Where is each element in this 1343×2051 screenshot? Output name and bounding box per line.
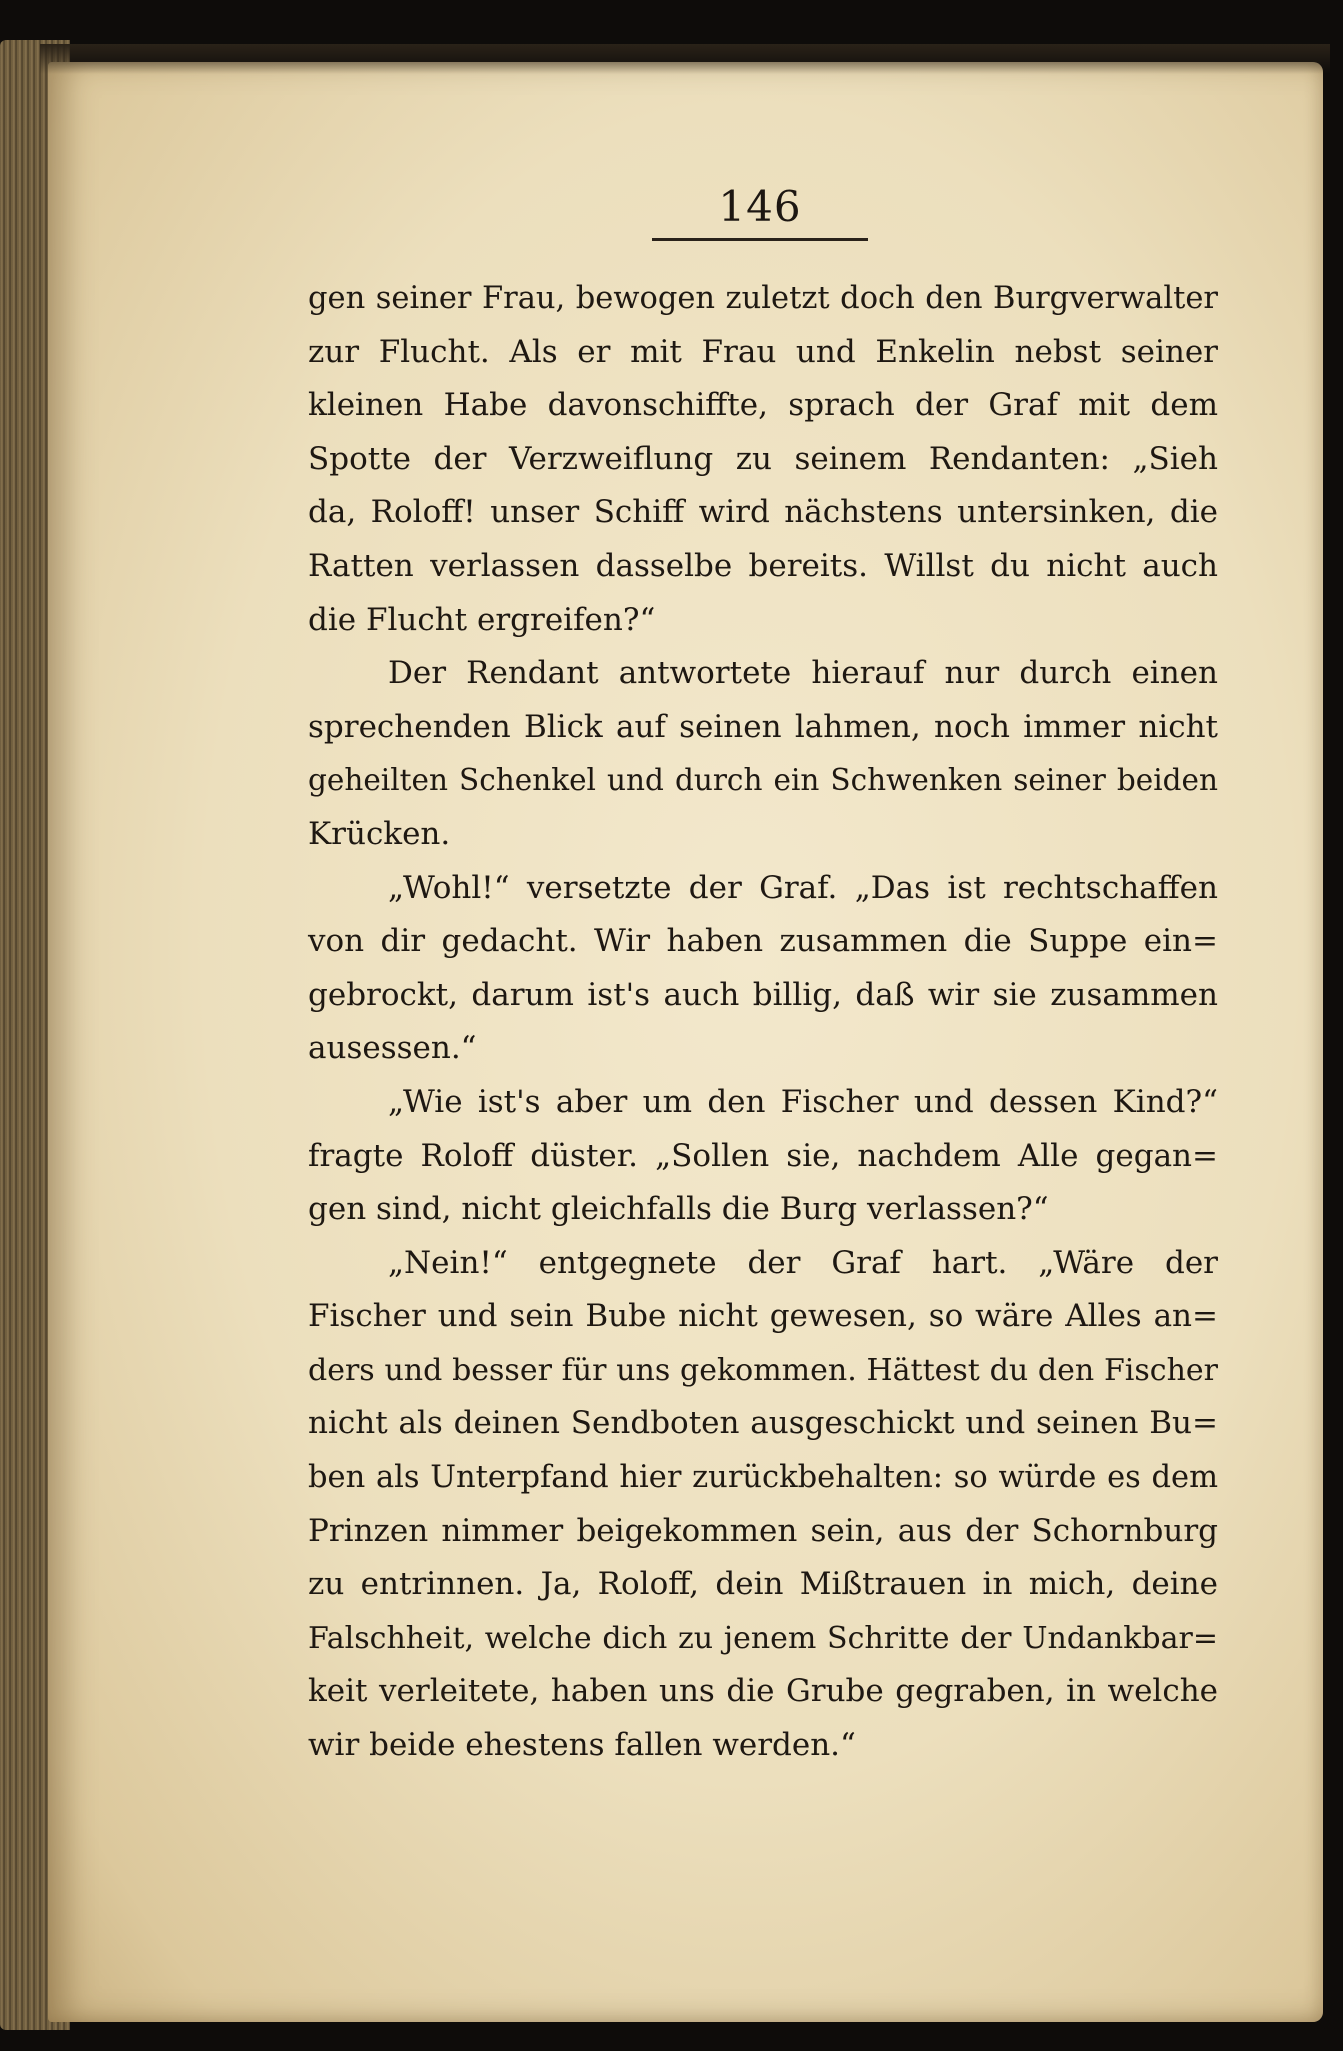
text-line: nicht als deinen Sendboten ausgeschickt und seinen Bu= bbox=[308, 1405, 1218, 1442]
text-line: „Nein!“ entgegnete der Graf hart. „Wäre der bbox=[388, 1244, 1218, 1281]
text-line: Prinzen nimmer beigekommen sein, aus der Schornburg bbox=[308, 1512, 1218, 1549]
text-line: gebrockt, darum ist's auch billig, daß wir sie zusammen bbox=[308, 976, 1218, 1013]
text-line: Fischer und sein Bube nicht gewesen, so wäre Alles an= bbox=[308, 1298, 1218, 1335]
text-line: ben als Unterpfand hier zurückbehalten: so würde es dem bbox=[308, 1460, 1218, 1496]
text-line: „Wie ist's aber um den Fischer und dessen Kind?“ bbox=[388, 1083, 1218, 1120]
text-line: zur Flucht. Als er mit Frau und Enkelin nebst seiner bbox=[308, 333, 1218, 370]
text-line: geheilten Schenkel und durch ein Schwenken seiner beiden bbox=[308, 763, 1218, 798]
text-line: die Flucht ergreifen?“ bbox=[308, 601, 656, 638]
text-line: sprechenden Blick auf seinen lahmen, noch immer nicht bbox=[308, 708, 1218, 745]
text-line: Krücken. bbox=[308, 815, 451, 852]
text-line: „Wohl!“ versetzte der Graf. „Das ist rechtschaffen bbox=[388, 869, 1218, 906]
text-line: gen sind, nicht gleichfalls die Burg verlassen?“ bbox=[308, 1191, 1049, 1228]
text-line: von dir gedacht. Wir haben zusammen die Suppe ein= bbox=[308, 923, 1218, 960]
page-number: 146 bbox=[718, 182, 802, 231]
text-line: fragte Roloff düster. „Sollen sie, nachdem Alle gegan= bbox=[308, 1137, 1218, 1174]
binding-shadow bbox=[40, 44, 1330, 74]
text-line: zu entrinnen. Ja, Roloff, dein Mißtrauen in mich, deine bbox=[308, 1566, 1218, 1603]
text-line: wir beide ehestens fallen werden.“ bbox=[308, 1727, 856, 1764]
body-text bbox=[308, 272, 1218, 1773]
text-line: kleinen Habe davonschiffte, sprach der Graf mit dem bbox=[308, 387, 1218, 424]
text-line: gen seiner Frau, bewogen zuletzt doch den Burgverwalter bbox=[308, 281, 1218, 316]
text-line: da, Roloff! unser Schiff wird nächstens untersinken, die bbox=[308, 494, 1218, 531]
text-line: Ratten verlassen dasselbe bereits. Willst du nicht auch bbox=[308, 547, 1218, 584]
text-line: ders und besser für uns gekommen. Hättest du den Fischer bbox=[308, 1352, 1218, 1388]
text-line: Falschheit, welche dich zu jenem Schritte der Undankbar= bbox=[308, 1620, 1218, 1656]
text-line: keit verleitete, haben uns die Grube gegraben, in welche bbox=[308, 1673, 1218, 1710]
page-number-rule bbox=[652, 238, 868, 241]
text-line: ausessen.“ bbox=[308, 1030, 477, 1067]
text-line: Der Rendant antwortete hierauf nur durch einen bbox=[388, 655, 1218, 692]
text-line: Spotte der Verzweiflung zu seinem Rendanten: „Sieh bbox=[308, 440, 1218, 477]
